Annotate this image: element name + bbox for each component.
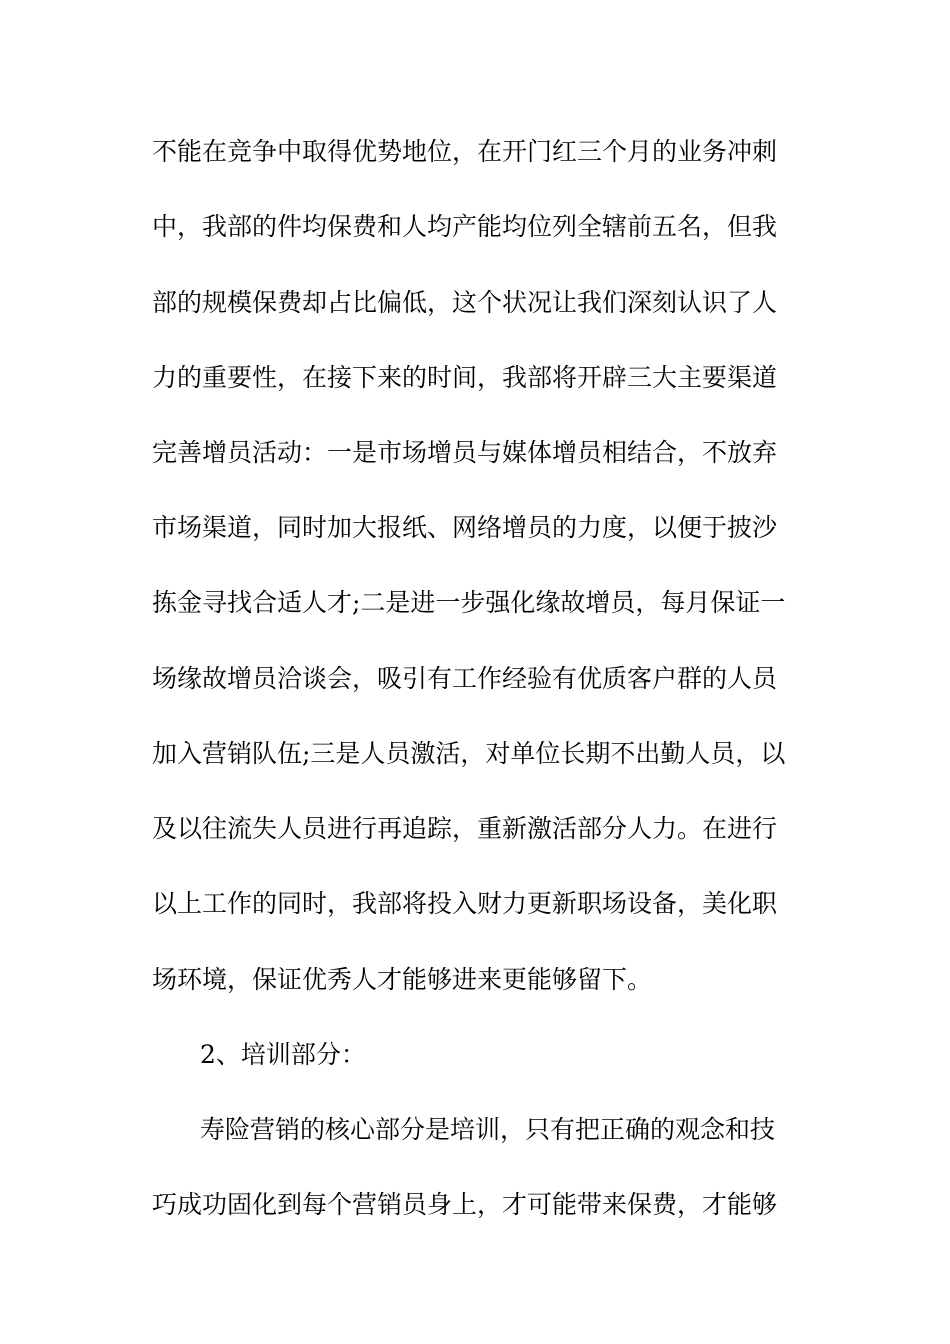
body-line-3: 部的规模保费却占比偏低，这个状况让我们深刻认识了人 [152,288,778,317]
body-line-9: 加入营销队伍;三是人员激活，对单位长期不出勤人员，以 [152,739,786,768]
para2-line-2: 巧成功固化到每个营销员身上，才可能带来保费，才能够 [152,1190,778,1219]
body-line-5: 完善增员活动：一是市场增员与媒体增员相结合，不放弃 [152,438,778,467]
body-line-1: 不能在竞争中取得优势地位，在开门红三个月的业务冲刺 [152,137,778,166]
body-line-10: 及以往流失人员进行再追踪，重新激活部分人力。在进行 [152,814,778,843]
body-line-2: 中，我部的件均保费和人均产能均位列全辖前五名，但我 [152,212,778,241]
body-line-6: 市场渠道，同时加大报纸、网络增员的力度，以便于披沙 [152,513,778,542]
body-line-4: 力的重要性，在接下来的时间，我部将开辟三大主要渠道 [152,363,778,392]
body-line-12: 场环境，保证优秀人才能够进来更能够留下。 [152,965,653,994]
para2-line-1: 寿险营销的核心部分是培训，只有把正确的观念和技 [200,1115,776,1144]
body-line-8: 场缘故增员洽谈会，吸引有工作经验有优质客户群的人员 [152,664,778,693]
body-line-11: 以上工作的同时，我部将投入财力更新职场设备，美化职 [152,889,778,918]
section-heading: 2、培训部分： [200,1040,366,1069]
body-line-7: 拣金寻找合适人才;二是进一步强化缘故增员，每月保证一 [152,588,786,617]
